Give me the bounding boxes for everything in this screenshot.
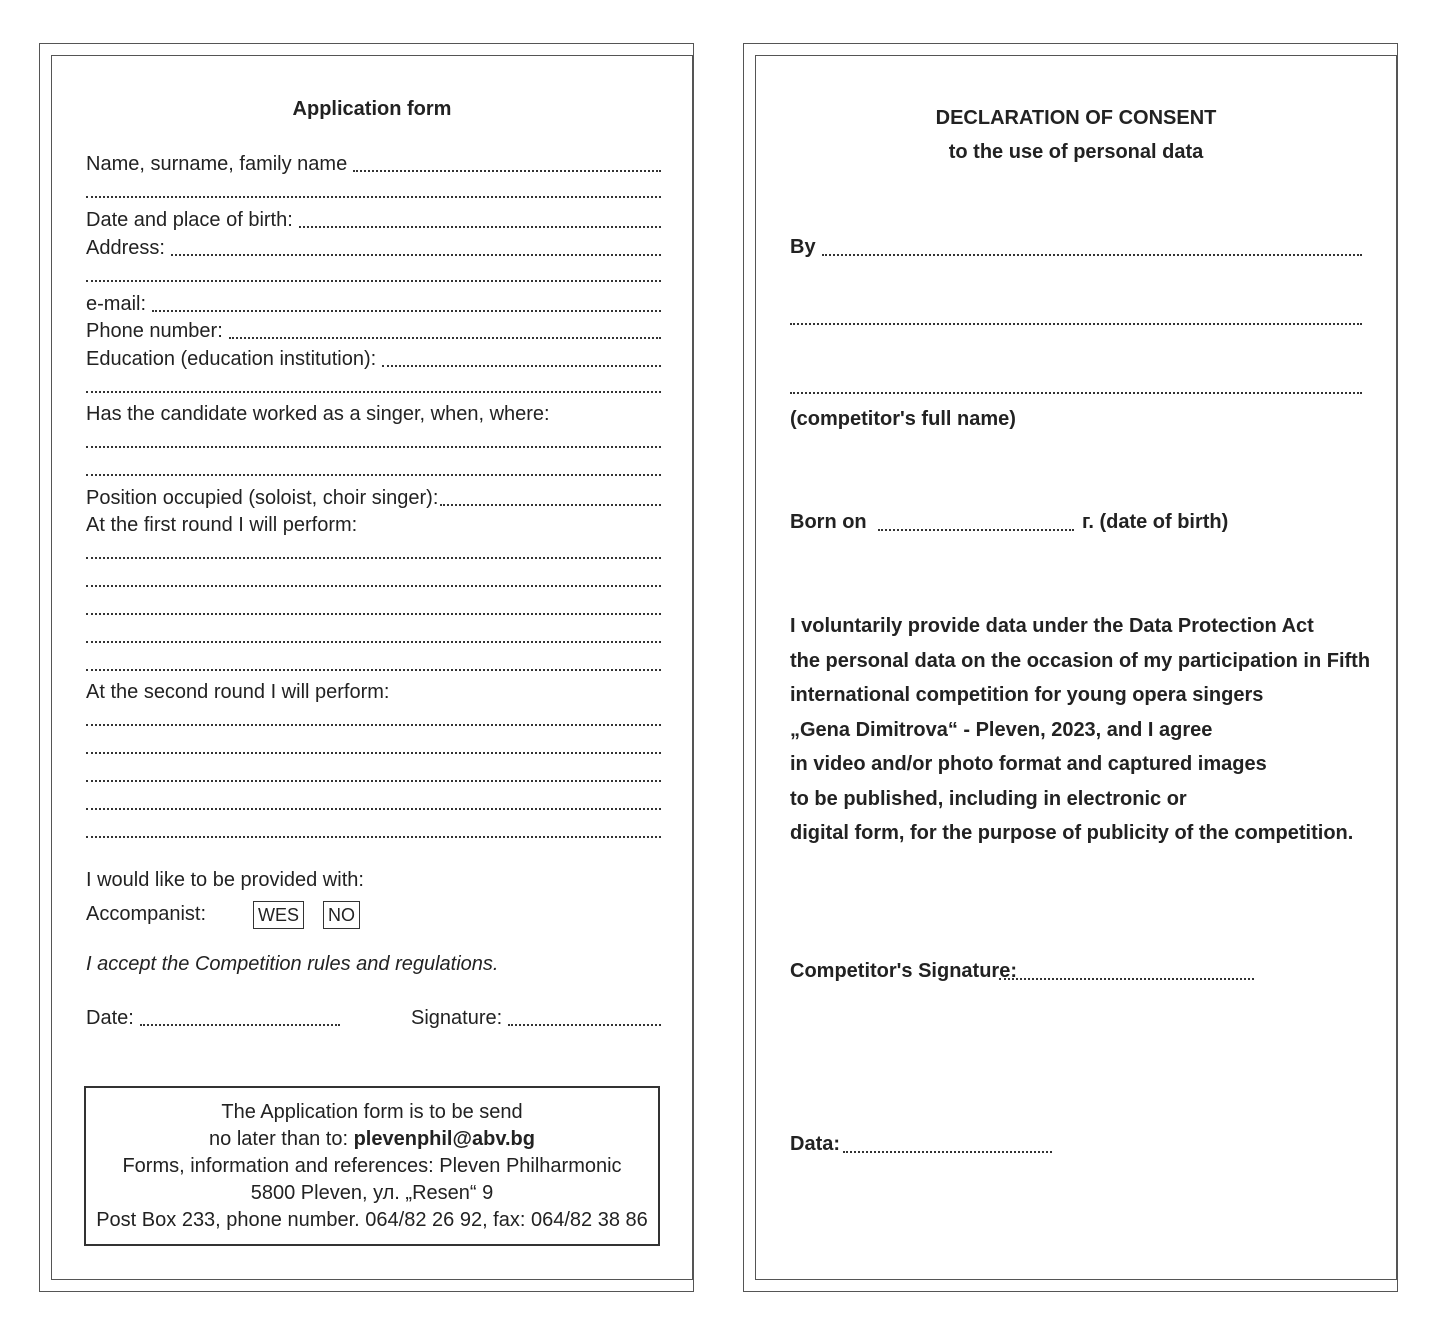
provided-with-label: I would like to be provided with: xyxy=(86,869,364,891)
competitor-signature-label: Competitor's Signature: xyxy=(790,960,1017,982)
first-round-line-4[interactable] xyxy=(86,639,661,643)
note-deadline-text: no later than to: xyxy=(209,1128,349,1150)
note-line-2 xyxy=(86,1126,658,1153)
second-round-line-1[interactable] xyxy=(86,722,661,726)
signature-label: Signature: xyxy=(411,1007,503,1029)
accompanist-no-checkbox[interactable]: NO xyxy=(323,901,360,929)
note-line-1: The Application form is to be send xyxy=(221,1101,523,1123)
email-label: e-mail: xyxy=(86,293,147,315)
by-name-line-3[interactable] xyxy=(790,390,1362,394)
education-field[interactable] xyxy=(86,347,661,371)
consent-line-1: I voluntarily provide data under the Data Protection Act xyxy=(790,615,1314,637)
birth-field[interactable] xyxy=(86,208,661,232)
full-name-caption: (competitor's full name) xyxy=(790,408,1016,430)
name-continuation-line[interactable] xyxy=(86,194,661,198)
second-round-line-2[interactable] xyxy=(86,750,661,754)
competitor-signature-line[interactable] xyxy=(999,976,1254,980)
declaration-title: DECLARATION OF CONSENT xyxy=(935,107,1217,129)
second-round-label: At the second round I will perform: xyxy=(86,681,390,703)
address-field[interactable] xyxy=(86,236,661,260)
address-label: Address: xyxy=(86,237,165,259)
first-round-line-3[interactable] xyxy=(86,611,661,615)
birth-label: Date and place of birth: xyxy=(86,209,293,231)
by-name-line-1[interactable] xyxy=(822,252,1362,256)
phone-label: Phone number: xyxy=(86,320,223,342)
worked-label: Has the candidate worked as a singer, when, where: xyxy=(86,403,550,425)
first-round-label: At the first round I will perform: xyxy=(86,514,358,536)
accept-rules-text: I accept the Competition rules and regulations. xyxy=(86,953,499,975)
declaration-date-label: Data: xyxy=(790,1133,841,1155)
note-line-3: Forms, information and references: Pleven Philharmonic xyxy=(122,1155,622,1177)
name-field[interactable] xyxy=(86,152,661,176)
email-field[interactable] xyxy=(86,292,661,316)
signature-field[interactable] xyxy=(411,1006,661,1030)
first-round-line-2[interactable] xyxy=(86,583,661,587)
accompanist-label: Accompanist: xyxy=(86,903,207,925)
note-line-5: Post Box 233, phone number. 064/82 26 92, fax: 064/82 38 86 xyxy=(96,1209,648,1231)
submission-note-box xyxy=(84,1086,660,1246)
note-line-4: 5800 Pleven, ул. „Resen“ 9 xyxy=(250,1182,494,1204)
position-field[interactable] xyxy=(86,486,661,510)
position-label: Position occupied (soloist, choir singer): xyxy=(86,487,439,509)
first-round-line-5[interactable] xyxy=(86,667,661,671)
consent-line-5: in video and/or photo format and captured images xyxy=(790,753,1267,775)
declaration-date-line[interactable] xyxy=(843,1149,1052,1153)
application-form-title: Application form xyxy=(292,98,452,120)
date-field[interactable] xyxy=(86,1006,340,1030)
name-label: Name, surname, family name xyxy=(86,153,348,175)
born-suffix: г. (date of birth) xyxy=(1082,511,1229,533)
by-label: By xyxy=(790,236,816,258)
second-round-line-4[interactable] xyxy=(86,806,661,810)
accompanist-yes-checkbox[interactable]: WES xyxy=(253,901,304,929)
contact-email-link[interactable]: plevenphil@abv.bg xyxy=(353,1128,535,1150)
consent-line-2: the personal data on the occasion of my participation in Fifth xyxy=(790,650,1371,672)
first-round-line-1[interactable] xyxy=(86,555,661,559)
date-of-birth-line[interactable] xyxy=(878,527,1074,531)
worked-line-1[interactable] xyxy=(86,444,661,448)
education-label: Education (education institution): xyxy=(86,348,377,370)
consent-line-6: to be published, including in electronic or xyxy=(790,788,1187,810)
consent-line-7: digital form, for the purpose of publicity of the competition. xyxy=(790,822,1354,844)
second-round-line-3[interactable] xyxy=(86,778,661,782)
consent-line-4: „Gena Dimitrova“ - Pleven, 2023, and I agree xyxy=(790,719,1213,741)
address-continuation-line[interactable] xyxy=(86,278,661,282)
second-round-line-5[interactable] xyxy=(86,834,661,838)
declaration-subtitle: to the use of personal data xyxy=(948,141,1204,163)
education-continuation-line[interactable] xyxy=(86,389,661,393)
date-label: Date: xyxy=(86,1007,134,1029)
consent-line-3: international competition for young opera singers xyxy=(790,684,1264,706)
worked-line-2[interactable] xyxy=(86,472,661,476)
born-label: Born on xyxy=(790,511,867,533)
phone-field[interactable] xyxy=(86,319,661,343)
by-name-line-2[interactable] xyxy=(790,321,1362,325)
